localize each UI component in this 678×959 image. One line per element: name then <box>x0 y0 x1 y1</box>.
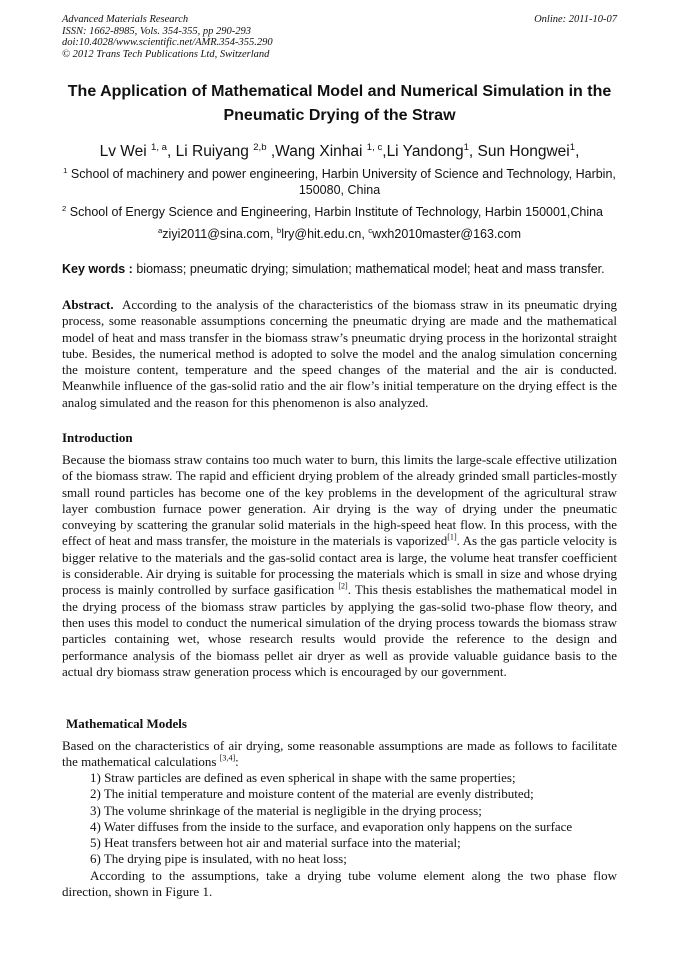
author-list: Lv Wei $^{1, a}$, Li Ruiyang $^{2,b}$ ,Wang Xinhai $^{1, c}$,Li Yandong$^1$, Sun Hongwei$^1$, <box>99 141 580 160</box>
journal-name: Advanced Materials Research <box>62 14 189 25</box>
journal-header <box>62 14 617 60</box>
affiliation-sup: 2 <box>62 203 67 213</box>
intro-text-3: . This thesis establishes the mathematical model in the drying process of the biomass straw particles by applying the gas-solid two-phase flow theory, and then uses this model to conduct the numerical simulation of the drying process towards the biomass straw particles containing wet, whose research results would provide the reference to the design and performance analysis of the biomass pellet air dryer as well as provide valuable guidance basis to the actual dry biomass straw generation process which is encouraged by our government. <box>62 582 617 679</box>
author-affil-sup: 1, a <box>150 141 167 153</box>
citation-ref: [2] <box>338 582 348 592</box>
author-name: Li Yandong <box>386 143 464 160</box>
abstract <box>62 297 617 411</box>
abstract-label: Abstract. <box>62 297 114 312</box>
author-name: Sun Hongwei <box>477 143 570 160</box>
affiliation-2 <box>62 204 617 220</box>
assumption-item: 2) The initial temperature and moisture content of the material are evenly distributed; <box>90 786 534 802</box>
keywords-text: biomass; pneumatic drying; simulation; mathematical model; heat and mass transfer. <box>136 262 605 276</box>
introduction-paragraph <box>62 452 617 680</box>
models-intro-end: : <box>235 754 239 770</box>
assumption-item: 1) Straw particles are defined as even spherical in shape with the same properties; <box>90 770 516 785</box>
email-address: ziyi2011@sina.com <box>162 227 270 241</box>
email-sup: b <box>276 225 282 235</box>
assumption-list <box>62 770 617 868</box>
affiliation-text: School of machinery and power engineering, Harbin University of Science and Technology, Harbin, 150080, China <box>70 167 616 197</box>
email-address: wxh2010master@163.com <box>372 227 522 241</box>
author-affil-sup: 1 <box>569 141 576 153</box>
abstract-text: According to the analysis of the characteristics of the biomass straw in its pneumatic drying process, some reasonable assumptions concerning the pneumatic drying are made and the mathematical model of heat and mass transfer in the biomass straw’s pneumatic drying process in the horizontal straight tube. Besides, the numerical method is adopted to solve the model and the analog simulation concerning the moisture content, temperature and the speed changes of the material and the air is conducted. Meanwhile influence of the gas-solid ratio and the air flow’s initial temperature on the drying effect is the analog simulated and the reason for this phenomenon is also analyzed. <box>62 297 617 410</box>
assumption-item: 4) Water diffuses from the inside to the surface, and evaporation only happens on the surface <box>90 818 573 834</box>
doi-line: doi:10.4028/www.scientific.net/AMR.354-355.290 <box>62 37 273 48</box>
issn-line: ISSN: 1662-8985, Vols. 354-355, pp 290-293 <box>62 25 251 37</box>
email-sup: a <box>157 225 163 235</box>
copyright-line: © 2012 Trans Tech Publications Ltd, Switzerland <box>62 48 270 60</box>
author-affil-sup: 1 <box>463 141 469 153</box>
keywords <box>62 261 617 277</box>
models-intro-text: Based on the characteristics of air drying, some reasonable assumptions are made as follows to facilitate the mathematical calculations <box>62 738 617 770</box>
models-intro-paragraph <box>62 738 617 771</box>
author-name: Wang Xinhai <box>275 143 363 160</box>
intro-text-1: Because the biomass straw contains too much water to burn, this limits the large-scale effective utilization of the biomass straw. The rapid and efficient drying problem of the already grinded small particles-mostly small round particles has become one of the key problems in the development of the agricultural straw layer combustion furnace power generation. Air drying is the way of drying under the pneumatic conveying by scattering the granular solid materials in the high-speed heat flow. In this process, with the effect of heat and mass transfer, the moisture in the materials is vaporized <box>62 452 617 549</box>
assumption-item: 6) The drying pipe is insulated, with no heat loss; <box>90 851 347 867</box>
keywords-label: Key words : <box>62 262 133 276</box>
online-date: Online: 2011-10-07 <box>534 14 617 25</box>
intro-text-2: . As the gas particle velocity is bigger relative to the materials and the gas-solid contact area is large, the volume heat transfer coefficient is considerable. Air drying is suitable for processing the materials which is small in size and whose drying process is mainly controlled by surface gasification <box>62 533 617 598</box>
assumption-item: 3) The volume shrinkage of the material is negligible in the drying process; <box>90 802 482 818</box>
author-name: Li Ruiyang <box>175 143 249 160</box>
email-sup: c <box>368 225 373 235</box>
paper-title: The Application of Mathematical Model and Numerical Simulation in the Pneumatic Drying of the Straw <box>67 83 612 124</box>
assumption-item: 5) Heat transfers between hot air and material surface into the material; <box>90 835 461 851</box>
author-affil-sup: 1, c <box>366 141 383 153</box>
author-name: Lv Wei <box>99 143 147 160</box>
author-affil-sup: 2,b <box>253 141 267 153</box>
models-closing-paragraph: According to the assumptions, take a drying tube volume element along the two phase flow direction, shown in Figure 1. <box>62 868 617 900</box>
email-address: lry@hit.edu.cn <box>281 227 362 241</box>
affiliation-1 <box>62 166 617 198</box>
section-heading-introduction: Introduction <box>62 430 133 445</box>
affiliation-text: School of Energy Science and Engineering, Harbin Institute of Technology, Harbin 150001,China <box>69 205 604 219</box>
section-heading-mathematical-models: Mathematical Models <box>66 716 187 731</box>
citation-ref: [3,4] <box>219 753 236 763</box>
citation-ref: [1] <box>447 533 457 543</box>
email-list: $^a$ziyi2011@sina.com, $^b$lry@hit.edu.cn, $^c$wxh2010master@163.com <box>157 225 522 241</box>
affiliation-sup: 1 <box>63 165 68 175</box>
